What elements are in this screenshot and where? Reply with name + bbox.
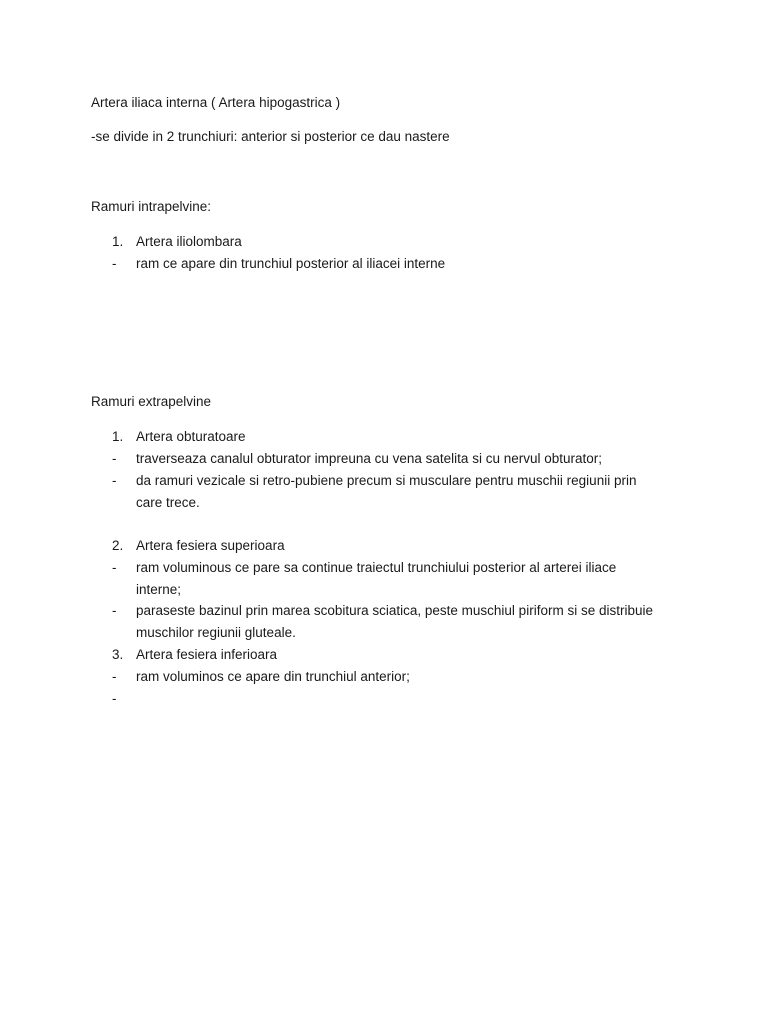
- list-item: traverseaza canalul obturator impreuna cu vena satelita si cu nervul obturator;: [136, 451, 603, 466]
- list-marker: -: [112, 560, 117, 575]
- list-marker: -: [112, 451, 117, 466]
- document-title: Artera iliaca interna ( Artera hipogastrica ): [91, 95, 341, 110]
- list-marker: 1.: [112, 429, 124, 444]
- list-item: Artera obturatoare: [136, 429, 246, 444]
- list-marker: -: [112, 256, 117, 271]
- list-item: Artera fesiera inferioara: [136, 647, 278, 662]
- list-item: ram voluminos ce apare din trunchiul anterior;: [136, 669, 410, 684]
- list-marker: 2.: [112, 538, 124, 553]
- list-item-continuation: interne;: [136, 582, 182, 597]
- list-item: Artera fesiera superioara: [136, 538, 285, 553]
- list-marker: -: [112, 603, 117, 618]
- intrapelvine-heading: Ramuri intrapelvine:: [91, 199, 212, 214]
- list-marker: -: [112, 473, 117, 488]
- list-item-continuation: care trece.: [136, 495, 200, 510]
- list-marker: 1.: [112, 234, 124, 249]
- list-marker: -: [112, 691, 117, 706]
- extrapelvine-heading: Ramuri extrapelvine: [91, 394, 212, 409]
- list-item: da ramuri vezicale si retro-pubiene precum si musculare pentru muschii regiunii prin: [136, 473, 637, 488]
- list-marker: 3.: [112, 647, 124, 662]
- intro-line: -se divide in 2 trunchiuri: anterior si posterior ce dau nastere: [91, 129, 450, 144]
- list-marker: -: [112, 669, 117, 684]
- list-item: paraseste bazinul prin marea scobitura sciatica, peste muschiul piriform si se distribuie: [136, 603, 653, 618]
- list-item: ram voluminous ce pare sa continue traiectul trunchiului posterior al arterei iliace: [136, 560, 617, 575]
- list-item-continuation: muschilor regiunii gluteale.: [136, 625, 296, 640]
- list-item: Artera iliolombara: [136, 234, 242, 249]
- list-item: ram ce apare din trunchiul posterior al iliacei interne: [136, 256, 446, 271]
